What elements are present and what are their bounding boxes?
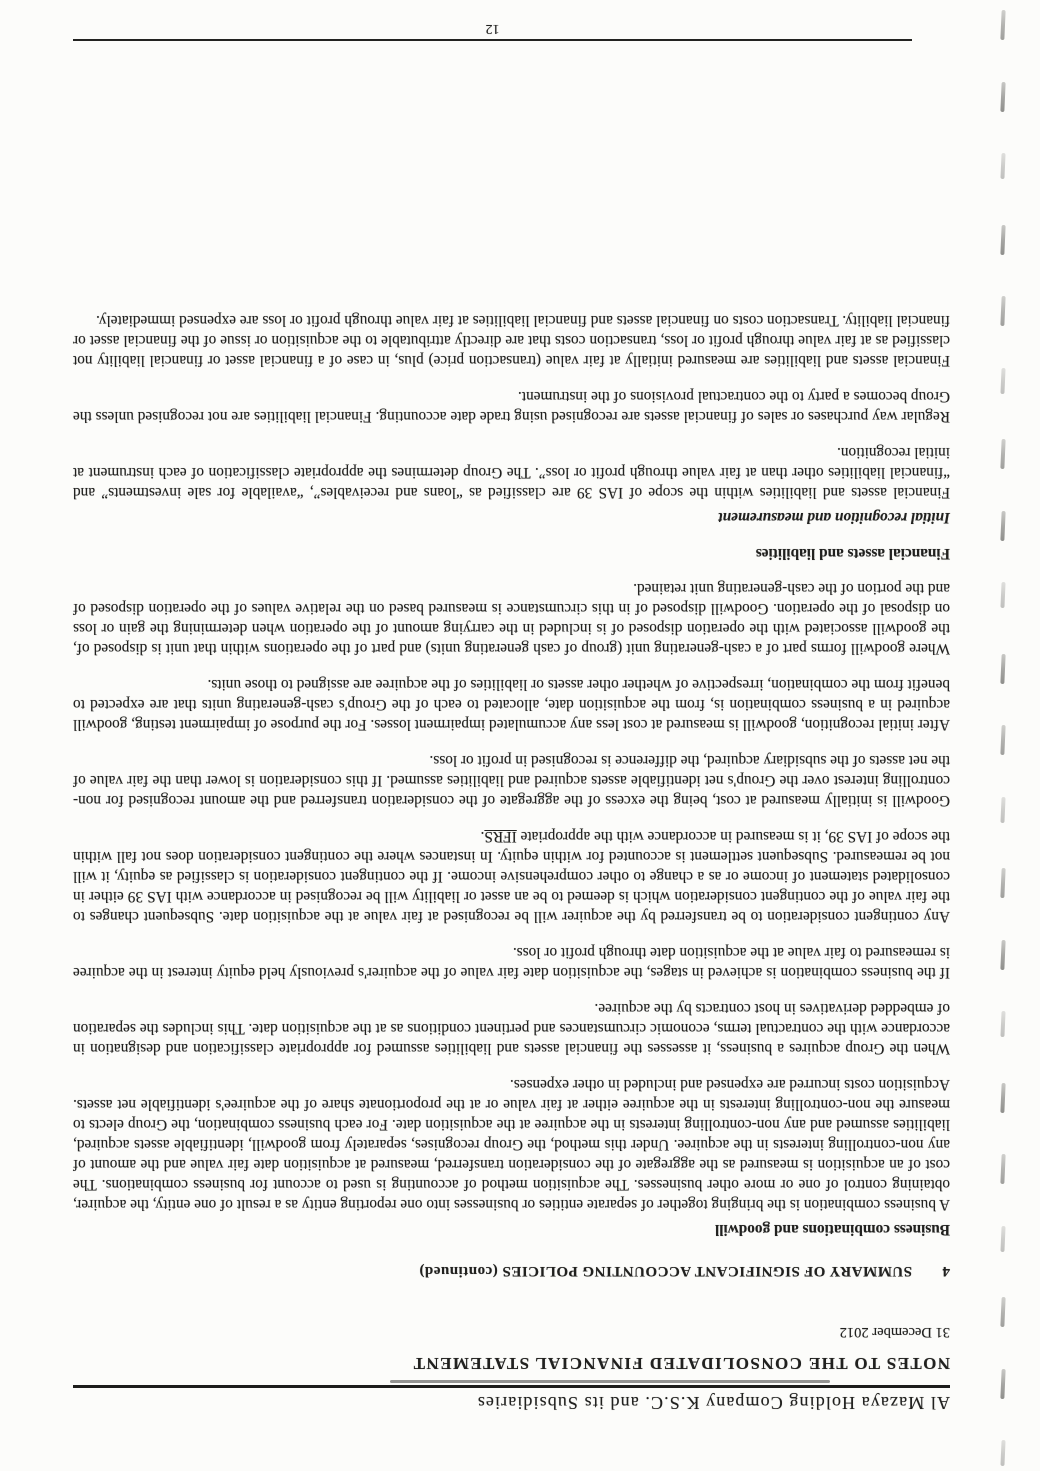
paragraph: Regular way purchases or sales of financial assets are recognised using trade date accounting. Financial liabilities are not recognised unless the Group becomes a party to the contractual provisions of the instrument. [73,388,950,425]
paragraph-text: . [480,828,485,845]
paragraph: After initial recognition, goodwill is measured at cost less any accumulated impairment losses. For the purpose of impairment testing, goodwill acquired in a business combination is, from the acquisition date, allocated to each of the Group's cash-generating units that are expected to benefit from the combination, irrespective of whether other assets or liabilities of the acquiree are assigned to those units. [73,676,950,733]
heading-financial-assets: Financial assets and liabilities [755,545,950,562]
page-number: 12 [485,21,500,36]
company-name: Al Mazaya Holding Company K.S.C. and its Subsidiaries [476,1393,950,1413]
header-rule-smudge [390,1380,830,1383]
paragraph [73,826,950,926]
page-footer [73,20,912,41]
paragraph: Where goodwill forms part of a cash-generating unit (group of cash generating units) and part of the operations within that unit is disposed of, the goodwill associated with the operation disposed of is included in the carrying amount of the operation when determining the gain or loss on disposal of the operation. Goodwill disposed of in this circumstance is measured based on the relative values of the operation disposed of and the portion of the cash-generating unit retained. [73,580,950,657]
section-number: 4 [942,1263,950,1279]
paragraph-text: Any contingent consideration to be transferred by the acquirer will be recognised at fair value at the acquisition date. Subsequent changes to the fair value of the contingent consideration which is deemed to be an asset or liability will be recognised in accordance with IAS 39 either in consolidated statement of income or as a change to other comprehensive income. If the contingent consideration is classified as equity, it will not be remeasured. Subsequent settlement is accounted for within equity. In instances where the contingent consideration does not fall within the scope of IAS 39, it is measured in accordance with the appropriate [73,828,950,925]
heading-business-combinations: Business combinations and goodwill [714,1221,950,1238]
paragraph: When the Group acquires a business, it assesses the financial assets and liabilities assumed for appropriate classification and designation in accordance with the contractual terms, economic circumstances and pertinent conditions as at the acquisition date. This includes the separation of embedded derivatives in host contracts by the acquiree. [73,1000,950,1057]
paragraph: Financial assets and liabilities within the scope of IAS 39 are classified as “loans and receivables”, “available for sale investments” and “financial liabilities other than at fair value through profit or loss”. The Group determines the appropriate classification of each instrument at initial recognition. [73,444,950,501]
paragraph: Financial assets and liabilities are measured initially at fair value (transaction price) plus, in case of a financial asset or financial liability not classified as at fair value through profit or loss, transaction costs that are directly attributable to the acquisition or issue of the financial asset or financial liability. Transaction costs on financial assets and financial liabilities at fair value through profit or loss are expensed immediately. [73,312,950,369]
paragraph: Goodwill is initially measured at cost, being the excess of the aggregate of the consideration transferred and the amount recognised for non-controlling interest over the Group's net identifiable assets acquired and liabilities assumed. If this consideration is lower than the fair value of the net assets of the subsidiary acquired, the difference is recognised in profit or loss. [73,752,950,809]
paragraph: A business combination is the bringing together of separate entities or businesses into one reporting entity as a result of one entity, the acquirer, obtaining control of one or more other businesses. The acquisition method of accounting is used to account for business combinations. The cost of an acquisition is measured as the aggregate of the consideration transferred, measured at acquisition date fair value and the amount of any non-controlling interests in the acquiree. Under this method, the Group recognises, separately from goodwill, identifiable assets acquired, liabilities assumed and any non-controlling interests in the acquiree at the acquisition date. For each business combination, the Group elects to measure the non-controlling interests in the acquiree either at fair value or at the proportionate share of the acquiree's identifiable net assets. Acquisition costs incurred are expensed and included in other expenses. [73,1076,950,1213]
document-title: NOTES TO THE CONSOLIDATED FINANCIAL STATEMENT [412,1354,950,1373]
paragraph: If the business combination is achieved in stages, the acquisition date fair value of the acquirer's previously held equity interest in the acquiree is remeasured to fair value at the acquisition date through profit or loss. [73,944,950,981]
document-date: 31 December 2012 [839,1324,950,1340]
underlined-term: IFRS [484,828,517,845]
header-rule [73,1385,950,1388]
subheading-initial-recognition: Initial recognition and measurement [718,509,950,526]
footer-rule [73,39,912,41]
section-title [73,1262,950,1279]
section-title-text: SUMMARY OF SIGNIFICANT ACCOUNTING POLICIES (continued) [418,1263,912,1279]
